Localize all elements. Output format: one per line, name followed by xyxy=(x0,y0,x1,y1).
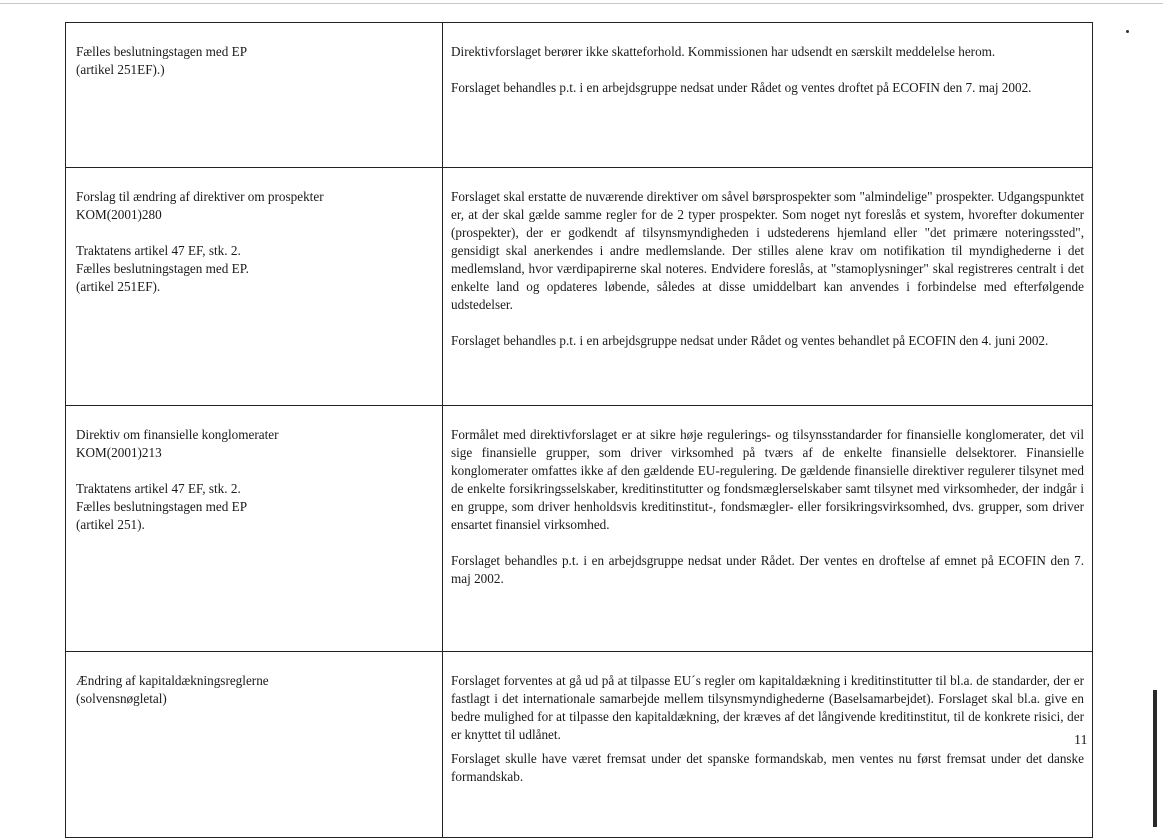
page-number: 11 xyxy=(1074,733,1088,748)
description-paragraph: Forslaget forventes at gå ud på at tilpasse EU´s regler om kapitaldækning i kreditinstitutter til bl.a. de standarder, der er fastlagt i det internationale samarbejde mellem tilsynsmyndighederne (Baselsamarbejdet). Forslaget skal bl.a. give en bedre mulighed for at tilpasse den kapitaldækning, der kræves af det långivende kreditinstitut, til de konkrete risici, der er knyttet til udlånet. xyxy=(451,673,1084,742)
scan-edge-shadow xyxy=(1153,690,1157,827)
subject-line: (artikel 251). xyxy=(76,517,145,532)
subject-line: Traktatens artikel 47 EF, stk. 2. xyxy=(76,481,241,496)
legislation-table xyxy=(65,22,1093,838)
row-description-cell xyxy=(443,652,1093,838)
subject-line: Direktiv om finansielle konglomerater xyxy=(76,427,279,442)
row-description-cell xyxy=(443,406,1093,652)
subject-line: Ændring af kapitaldækningsreglerne xyxy=(76,673,269,688)
table-row xyxy=(66,406,1093,652)
subject-line: (artikel 251EF).) xyxy=(76,62,165,77)
row-subject-cell xyxy=(66,168,443,406)
subject-line: Fælles beslutningstagen med EP. xyxy=(76,261,249,276)
subject-line: (artikel 251EF). xyxy=(76,279,161,294)
row-description-cell xyxy=(443,168,1093,406)
table-row xyxy=(66,652,1093,838)
status-paragraph: Forslaget behandles p.t. i en arbejdsgruppe nedsat under Rådet. Der ventes en droftelse af emnet på ECOFIN den 7. maj 2002. xyxy=(451,553,1084,586)
description-paragraph: Forslaget skal erstatte de nuværende direktiver om såvel børsprospekter som "almindelige" prospekter. Udgangspunktet er, at der skal gælde samme regler for de 2 typer prospekter. Som noget nyt foreslås et system, hvorefter dokumenter (prospekter), der er godkendt af tilsynsmyndigheden i udstederens hjemland eller "det primære noteringssted", gensidigt skal anerkendes i andre medlemslande. Der stilles alene krav om notifikation til myndighederne i det medlemsland, hvor værdipapirerne skal noteres. Endvidere foreslås, at "stamoplysninger" skal registreres centralt i det enkelte land og opdateres løbende, således at disse umiddelbart kan anvendes i forbindelse med efterfølgende udstedelser. xyxy=(451,189,1084,312)
subject-line: Traktatens artikel 47 EF, stk. 2. xyxy=(76,243,241,258)
status-paragraph: Forslaget behandles p.t. i en arbejdsgruppe nedsat under Rådet og ventes behandlet på ECOFIN den 4. juni 2002. xyxy=(451,333,1049,348)
description-paragraph: Direktivforslaget berører ikke skatteforhold. Kommissionen har udsendt en særskilt meddelelse herom. xyxy=(451,44,996,59)
row-subject-cell xyxy=(66,406,443,652)
subject-line: KOM(2001)213 xyxy=(76,445,162,460)
subject-line: Fælles beslutningstagen med EP xyxy=(76,499,248,514)
status-paragraph: Forslaget skulle have været fremsat under det spanske formandskab, men ventes nu først fremsat under det danske formandskab. xyxy=(451,751,1084,784)
table-row xyxy=(66,23,1093,168)
row-subject-cell xyxy=(66,652,443,838)
row-subject-cell xyxy=(66,23,443,168)
subject-line: (solvensnøgletal) xyxy=(76,691,167,706)
description-paragraph: Formålet med direktivforslaget er at sikre høje regulerings- og tilsynsstandarder for finansielle konglomerater, det vil sige finansielle grupper, som driver virksomhed på tværs af de enkelte finansielle delsektorer. Finansielle konglomerater omfattes ikke af den gældende EU-regulering. De gældende finansielle direktiver regulerer tilsynet med de enkelte forsikringsselskaber, kreditinstitutter og fondsmæglerselskaber samt tilsynet med virksomheder, der indgår i en gruppe, som driver henholdsvis kreditinstitut-, fondsmægler- eller forsikringsvirksomhed, dvs. grupper, som driver ensartet finansiel virksomhed. xyxy=(451,427,1084,532)
subject-line: Fælles beslutningstagen med EP xyxy=(76,44,248,59)
scan-speck xyxy=(1126,30,1129,33)
row-description-cell xyxy=(443,23,1093,168)
subject-line: KOM(2001)280 xyxy=(76,207,162,222)
status-paragraph: Forslaget behandles p.t. i en arbejdsgruppe nedsat under Rådet og ventes droftet på ECOFIN den 7. maj 2002. xyxy=(451,80,1032,95)
subject-line: Forslag til ændring af direktiver om prospekter xyxy=(76,189,324,204)
table-row xyxy=(66,168,1093,406)
top-rule xyxy=(0,3,1163,4)
